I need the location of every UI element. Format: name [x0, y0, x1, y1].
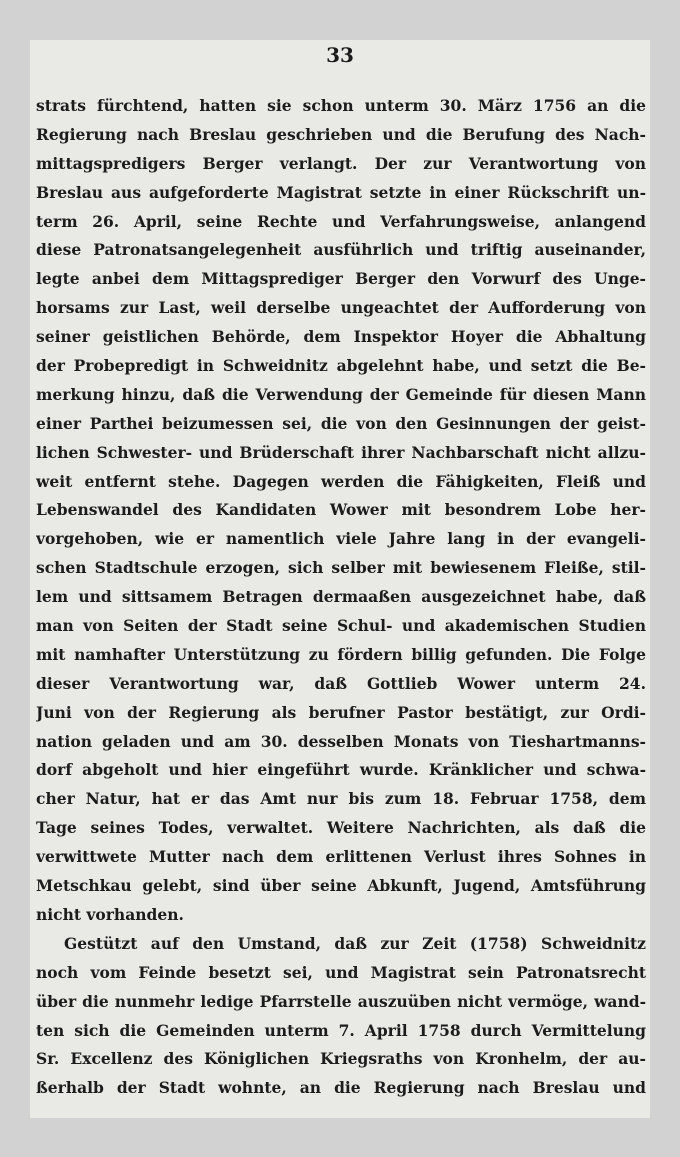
- paragraph: [36, 930, 646, 1103]
- text-line: schen Stadtschule erzogen, sich selber mit bewiesenem Fleiße, stil-: [36, 558, 646, 578]
- text-line: merkung hinzu, daß die Verwendung der Gemeinde für diesen Mann: [36, 384, 646, 404]
- text-line: Juni von der Regierung als berufner Pastor bestätigt, zur Ordi-: [36, 702, 646, 722]
- text-line: lichen Schwester- und Brüderschaft ihrer Nachbarschaft nicht allzu-: [36, 442, 646, 462]
- paragraph: [36, 92, 646, 930]
- text-line: legte anbei dem Mittagsprediger Berger den Vorwurf des Unge-: [36, 269, 646, 289]
- text-line: über die nunmehr ledige Pfarrstelle auszuüben nicht vermöge, wand-: [36, 991, 646, 1011]
- text-line: horsams zur Last, weil derselbe ungeachtet der Aufforderung von: [36, 298, 646, 318]
- text-line: Metschkau gelebt, sind über seine Abkunft, Jugend, Amtsführung: [36, 876, 646, 896]
- text-line: ßerhalb der Stadt wohnte, an die Regierung nach Breslau und: [36, 1078, 646, 1098]
- text-line: Gestützt auf den Umstand, daß zur Zeit (1758) Schweidnitz: [64, 933, 646, 953]
- text-line: Regierung nach Breslau geschrieben und die Berufung des Nach-: [36, 124, 646, 144]
- scanned-page: [30, 40, 650, 1118]
- text-line: lem und sittsamem Betragen dermaaßen ausgezeichnet habe, daß: [36, 587, 646, 607]
- text-line: cher Natur, hat er das Amt nur bis zum 18. Februar 1758, dem: [36, 789, 646, 809]
- body-text: [36, 92, 646, 1103]
- text-line: nation geladen und am 30. desselben Monats von Tieshartmanns-: [36, 731, 646, 751]
- text-line: Sr. Excellenz des Königlichen Kriegsraths von Kronhelm, der au-: [36, 1049, 646, 1069]
- text-line: strats fürchtend, hatten sie schon unterm 30. März 1756 an die: [36, 96, 646, 115]
- text-line: dieser Verantwortung war, daß Gottlieb Wower unterm 24.: [36, 673, 646, 693]
- text-line: term 26. April, seine Rechte und Verfahrungsweise, anlangend: [36, 211, 646, 231]
- text-line: der Probepredigt in Schweidnitz abgelehnt habe, und setzt die Be-: [36, 356, 646, 376]
- text-line: seiner geistlichen Behörde, dem Inspektor Hoyer die Abhaltung: [36, 327, 646, 347]
- page-number: 33: [326, 43, 354, 67]
- text-line: nicht vorhanden.: [36, 904, 184, 924]
- text-line: man von Seiten der Stadt seine Schul- und akademischen Studien: [36, 616, 646, 636]
- text-line: mit namhafter Unterstützung zu fördern billig gefunden. Die Folge: [36, 644, 646, 664]
- text-line: dorf abgeholt und hier eingeführt wurde. Kränklicher und schwa-: [36, 760, 646, 780]
- text-line: Tage seines Todes, verwaltet. Weitere Nachrichten, als daß die: [36, 818, 646, 838]
- text-line: weit entfernt stehe. Dagegen werden die Fähigkeiten, Fleiß und: [36, 471, 646, 491]
- text-line: diese Patronatsangelegenheit ausführlich und triftig auseinander,: [36, 240, 646, 260]
- text-line: Lebenswandel des Kandidaten Wower mit besondrem Lobe her-: [36, 500, 646, 520]
- text-line: mittagspredigers Berger verlangt. Der zur Verantwortung von: [36, 153, 646, 173]
- text-line: ten sich die Gemeinden unterm 7. April 1758 durch Vermittelung: [36, 1020, 646, 1040]
- text-line: vorgehoben, wie er namentlich viele Jahre lang in der evangeli-: [36, 529, 646, 549]
- text-line: verwittwete Mutter nach dem erlittenen Verlust ihres Sohnes in: [36, 847, 646, 867]
- text-line: einer Parthei beizumessen sei, die von den Gesinnungen der geist-: [36, 413, 646, 433]
- text-line: Breslau aus aufgeforderte Magistrat setzte in einer Rückschrift un-: [36, 182, 646, 202]
- text-line: noch vom Feinde besetzt sei, und Magistrat sein Patronatsrecht: [36, 962, 646, 982]
